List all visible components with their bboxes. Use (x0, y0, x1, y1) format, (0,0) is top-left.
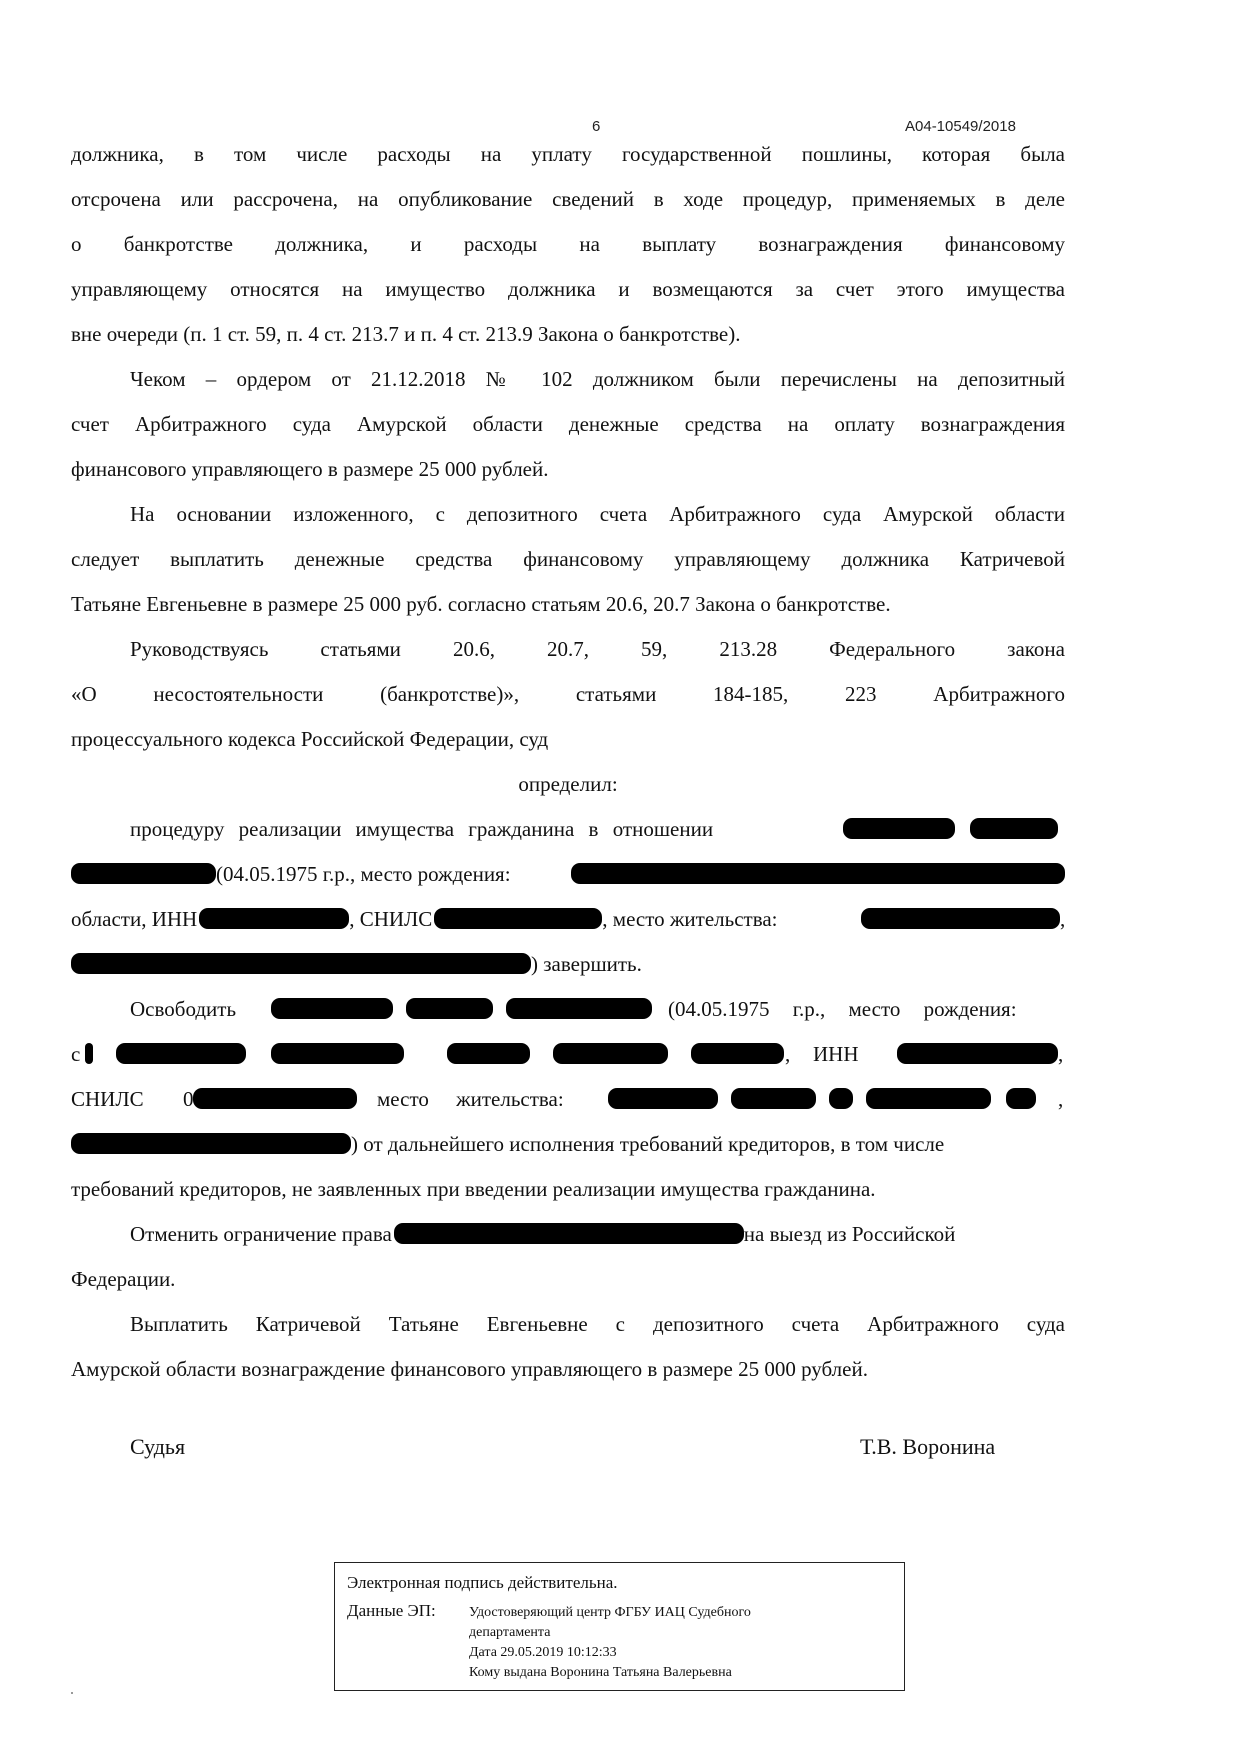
redaction (271, 998, 393, 1019)
text-segment: (04.05.1975 г.р., место рождения: (216, 862, 511, 886)
text-line: «О несостоятельности (банкротстве)», статьями 184-185, 223 Арбитражного (71, 682, 1065, 706)
text-line: требований кредиторов, не заявленных при введении реализации имущества гражданина. (71, 1177, 876, 1201)
text-line (71, 1212, 1065, 1257)
e-signature-stamp (334, 1562, 905, 1691)
text-segment: , (785, 1042, 791, 1066)
text-line: Выплатить Катричевой Татьяне Евгеньевне с депозитного счета Арбитражного суда (130, 1312, 1065, 1336)
text-line (71, 852, 1065, 897)
redaction (447, 1043, 530, 1064)
text-line (71, 897, 1065, 942)
e-signature-date: Дата 29.05.2019 10:12:33 (469, 1645, 617, 1660)
text-segment: на выезд из Российской (743, 1222, 956, 1246)
text-segment: Отменить ограничение права (130, 1222, 392, 1246)
document-body (71, 132, 1065, 1392)
text-line: следует выплатить денежные средства финансовому управляющему должника Катричевой (71, 547, 1065, 571)
text-line: вне очереди (п. 1 ст. 59, п. 4 ст. 213.7 и п. 4 ст. 213.9 Закона о банкротстве). (71, 322, 741, 346)
text-line (71, 1032, 1065, 1077)
redaction (691, 1043, 784, 1064)
text-segment: области, ИНН (71, 907, 198, 931)
redaction (406, 998, 493, 1019)
scan-speck (71, 1692, 73, 1694)
text-segment: процедуру реализации имущества гражданина в отношении (130, 817, 714, 841)
text-line (71, 1122, 1065, 1167)
text-line (71, 942, 1065, 987)
text-line: о банкротстве должника, и расходы на выплату вознаграждения финансовому (71, 232, 1065, 256)
text-line: Татьяне Евгеньевне в размере 25 000 руб. согласно статьям 20.6, 20.7 Закона о банкротстве. (71, 592, 891, 616)
e-signature-status: Электронная подпись действительна. (347, 1573, 618, 1592)
redaction (843, 818, 955, 839)
redaction (829, 1088, 853, 1109)
redaction (434, 908, 602, 929)
redaction (553, 1043, 668, 1064)
text-line: Амурской области вознаграждение финансового управляющего в размере 25 000 рублей. (71, 1357, 868, 1381)
redaction (271, 1043, 404, 1064)
text-line: финансового управляющего в размере 25 000 рублей. (71, 457, 549, 481)
redaction (71, 863, 216, 884)
redaction (571, 863, 1065, 884)
redaction (861, 908, 1060, 929)
redaction (116, 1043, 246, 1064)
signature-name: Т.В. Воронина (860, 1434, 996, 1459)
redaction (608, 1088, 718, 1109)
text-line: На основании изложенного, с депозитного счета Арбитражного суда Амурской области (130, 502, 1065, 526)
e-signature-issuer: департамента (469, 1625, 551, 1640)
text-line: счет Арбитражного суда Амурской области денежные средства на оплату вознаграждения (71, 412, 1065, 436)
redaction (731, 1088, 816, 1109)
e-signature-issuer: Удостоверяющий центр ФГБУ ИАЦ Судебного (469, 1605, 751, 1620)
redaction (71, 953, 531, 974)
text-segment: 0 (183, 1087, 194, 1111)
text-segment: ИНН (813, 1042, 859, 1066)
text-segment: Освободить (130, 997, 237, 1021)
redaction (193, 1088, 357, 1109)
text-segment: , место жительства: (602, 907, 778, 931)
text-segment: место жительства: (377, 1087, 564, 1111)
text-segment: (04.05.1975 г.р., место рождения: (668, 997, 1017, 1021)
text-segment: , (1058, 1087, 1064, 1111)
text-line (71, 987, 1065, 1032)
redaction (866, 1088, 991, 1109)
redaction (71, 1133, 351, 1154)
signature-role: Судья (130, 1434, 186, 1459)
text-line: Федерации. (71, 1267, 176, 1291)
text-line (71, 1077, 1065, 1122)
text-line: управляющему относятся на имущество должника и возмещаются за счет этого имущества (71, 277, 1065, 301)
redaction (506, 998, 652, 1019)
text-segment: , СНИЛС (349, 907, 433, 931)
e-signature-label: Данные ЭП: (347, 1601, 436, 1620)
text-segment: ) от дальнейшего исполнения требований кредиторов, в том числе (351, 1132, 945, 1156)
redaction (970, 818, 1058, 839)
e-signature-owner: Кому выдана Воронина Татьяна Валерьевна (469, 1665, 732, 1680)
text-segment: , (1060, 907, 1066, 931)
ruling-heading: определил: (518, 772, 618, 796)
text-line: процессуального кодекса Российской Федерации, суд (71, 727, 549, 751)
text-segment: , (1058, 1042, 1064, 1066)
text-segment: с (71, 1042, 81, 1066)
redaction (897, 1043, 1058, 1064)
text-line: должника, в том числе расходы на уплату государственной пошлины, которая была (71, 142, 1065, 166)
redaction (394, 1223, 744, 1244)
case-number: А04-10549/2018 (905, 118, 1016, 135)
text-line: Чеком – ордером от 21.12.2018 № 102 должником были перечислены на депозитный (130, 367, 1065, 391)
page-number: 6 (592, 118, 601, 135)
redaction (1006, 1088, 1036, 1109)
text-line: отсрочена или рассрочена, на опубликование сведений в ходе процедур, применяемых в деле (71, 187, 1065, 211)
text-line (71, 807, 1065, 852)
text-line: Руководствуясь статьями 20.6, 20.7, 59, 213.28 Федерального закона (130, 637, 1065, 661)
text-segment: СНИЛС (71, 1087, 144, 1111)
text-segment: ) завершить. (531, 952, 642, 976)
redaction (85, 1043, 93, 1064)
redaction (199, 908, 349, 929)
